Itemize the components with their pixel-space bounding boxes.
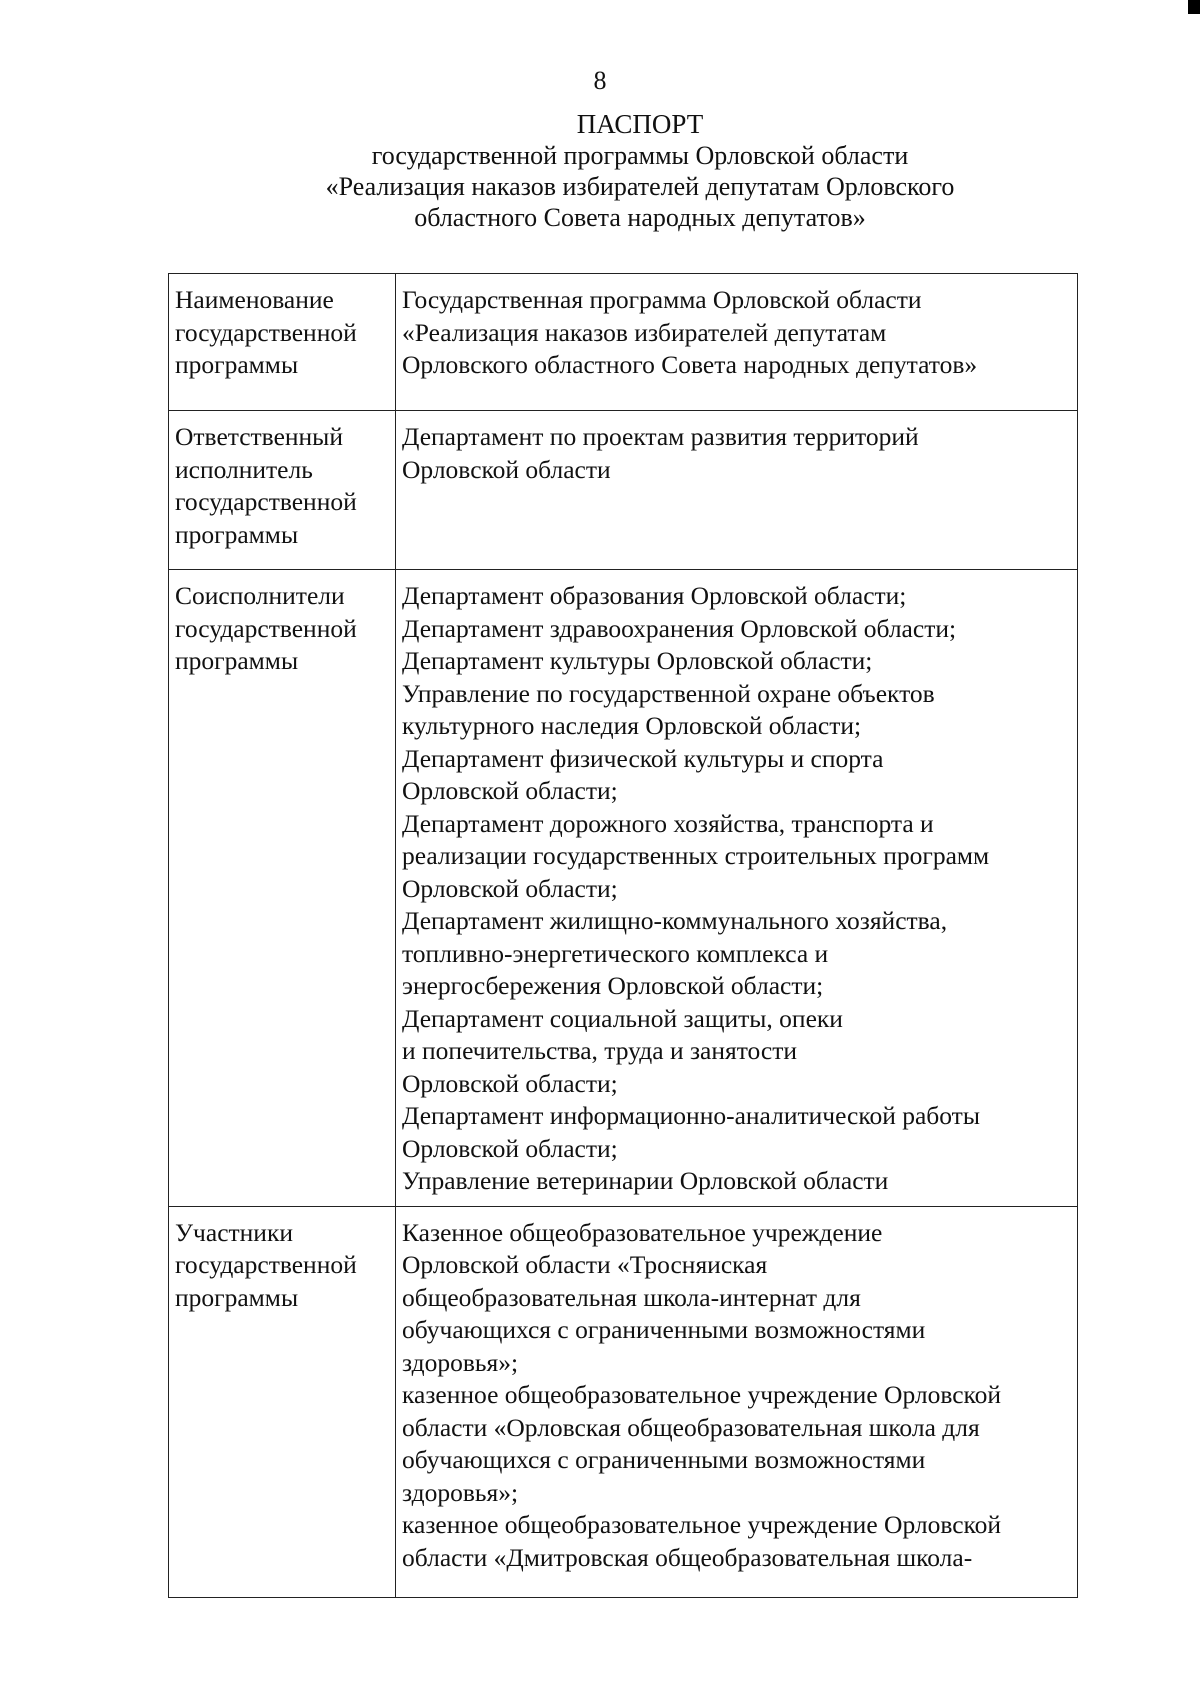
row-content-line: здоровья»; — [402, 1347, 519, 1377]
row-content-line: Департамент жилищно-коммунального хозяйства, — [402, 906, 948, 935]
row-label-line: программы — [175, 646, 299, 675]
row-label-line: Наименование — [175, 285, 334, 314]
table-row — [169, 274, 1078, 411]
row-label-line: Соисполнители — [175, 581, 345, 610]
row-content-line: обучающихся с ограниченными возможностями — [402, 1445, 926, 1474]
row-content-cell — [396, 570, 1078, 1207]
row-content-line: энергосбережения Орловской области; — [402, 971, 824, 1000]
row-content-line: Орловской области; — [402, 776, 618, 805]
row-label-line: государственной — [175, 613, 357, 643]
row-label-cell — [169, 411, 396, 570]
row-content-cell — [396, 274, 1078, 411]
row-content-line: Управление ветеринарии Орловской области — [402, 1166, 889, 1195]
heading-line: государственной программы Орловской области — [371, 141, 909, 170]
scan-edge-mark — [1188, 0, 1200, 14]
row-label-line: программы — [175, 519, 299, 549]
row-label-cell — [169, 274, 396, 411]
row-label-line: государственной — [175, 487, 357, 516]
row-content-line: Орловского областного Совета народных депутатов» — [402, 350, 978, 379]
table-row — [169, 1206, 1078, 1597]
row-content-line: Государственная программа Орловской области — [402, 285, 922, 314]
row-content-line: Орловской области; — [402, 1068, 618, 1098]
document-title: ПАСПОРТ — [576, 109, 704, 139]
row-content-line: общеобразовательная школа-интернат для — [402, 1282, 861, 1312]
page-number: 8 — [593, 66, 607, 95]
row-content-line: Департамент физической культуры и спорта — [402, 743, 884, 773]
row-content-line: культурного наследия Орловской области; — [402, 711, 862, 740]
row-label-line: программы — [175, 350, 299, 379]
row-content-cell — [396, 411, 1078, 570]
row-content-line: реализации государственных строительных программ — [402, 841, 990, 870]
row-content-line: Казенное общеобразовательное учреждение — [402, 1217, 883, 1247]
row-content-line: Орловской области — [402, 454, 611, 484]
row-content-line: Департамент дорожного хозяйства, транспорта и — [402, 808, 934, 838]
row-content-line: Управление по государственной охране объектов — [402, 678, 935, 708]
row-label-cell — [169, 570, 396, 1207]
row-label-line: государственной — [175, 1250, 357, 1279]
table-row — [169, 570, 1078, 1207]
row-content-line: Департамент культуры Орловской области; — [402, 646, 873, 675]
heading-line: областного Совета народных депутатов» — [414, 203, 866, 232]
row-content-line: Орловской области; — [402, 1133, 618, 1163]
row-content-line: и попечительства, труда и занятости — [402, 1036, 798, 1065]
row-content-line: казенное общеобразовательное учреждение Орловской — [402, 1380, 1002, 1409]
row-label-line: программы — [175, 1282, 299, 1312]
row-content-line: Департамент образования Орловской области; — [402, 581, 907, 610]
row-content-line: казенное общеобразовательное учреждение Орловской — [402, 1510, 1002, 1539]
row-content-line: Департамент здравоохранения Орловской области; — [402, 613, 957, 643]
row-label-line: исполнитель — [175, 454, 313, 484]
row-label-line: Участники — [175, 1217, 293, 1247]
row-content-line: Департамент по проектам развития территорий — [402, 422, 919, 451]
row-content-line: обучающихся с ограниченными возможностями — [402, 1315, 926, 1344]
row-content-line: Департамент информационно-аналитической работы — [402, 1101, 980, 1130]
row-content-line: Орловской области «Тросняиская — [402, 1250, 768, 1279]
row-label-cell — [169, 1206, 396, 1597]
heading-line: «Реализация наказов избирателей депутатам Орловского — [325, 172, 955, 201]
passport-table — [168, 273, 1078, 1598]
row-content-line: Департамент социальной защиты, опеки — [402, 1003, 843, 1033]
row-content-line: Орловской области; — [402, 873, 618, 903]
row-label-line: государственной — [175, 317, 357, 347]
row-content-line: области «Орловская общеобразовательная школа для — [402, 1412, 980, 1442]
table-row — [169, 411, 1078, 570]
row-content-cell — [396, 1206, 1078, 1597]
row-content-line: здоровья»; — [402, 1477, 519, 1507]
row-label-line: Ответственный — [175, 422, 343, 451]
row-content-line: топливно-энергетического комплекса и — [402, 938, 829, 968]
row-content-line: области «Дмитровская общеобразовательная школа- — [402, 1542, 973, 1572]
document-heading — [0, 108, 1200, 233]
row-content-line: «Реализация наказов избирателей депутатам — [402, 317, 887, 347]
